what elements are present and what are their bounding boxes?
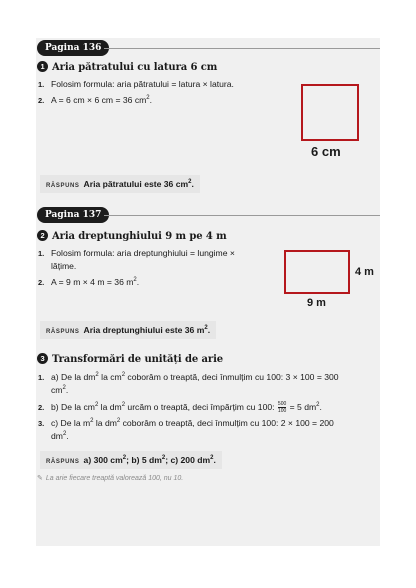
rectangle-height-label: 4 m: [355, 266, 374, 278]
rectangle-figure: [284, 250, 350, 294]
square-side-label: 6 cm: [311, 144, 341, 159]
exercise-number-badge: 1: [37, 61, 48, 72]
header-rule: [104, 48, 380, 49]
exercise-number-badge: 3: [37, 353, 48, 364]
exercise-3-title: [37, 353, 223, 365]
fraction: $\frac{500}{100}$: [277, 401, 287, 415]
exercise-title-text: Aria dreptunghiului 9 m pe 4 m: [52, 231, 227, 242]
step-1: [38, 247, 235, 273]
step-text: A = 9 m × 4 m = 36 $m^2$.: [51, 277, 140, 287]
page-label-137: Pagina 137: [37, 207, 109, 223]
step-number: 3.: [38, 419, 45, 428]
step-number: 2.: [38, 96, 45, 105]
exercise-1-title: [37, 61, 217, 73]
answer-label: RĂSPUNS: [46, 329, 80, 335]
exercise-2-title: [37, 230, 227, 242]
answer-box-2: RĂSPUNS Aria dreptunghiului este 36 $m^2$.: [40, 321, 216, 339]
step-text: A = 6 cm × 6 cm = 36 $cm^2$.: [51, 95, 153, 105]
pencil-icon: ✎: [37, 475, 43, 482]
step-2: [38, 276, 139, 289]
step-text: Folosim formula: aria pătratului = latura × latura.: [51, 79, 234, 89]
step-text: c) De la $m^2$ la $dm^2$ coborâm o treaptă, deci înmulțim cu 100: 2 × 100 = 200 $dm^2$.: [51, 418, 334, 441]
step-number: 2.: [38, 278, 45, 287]
answer-label: RĂSPUNS: [46, 459, 80, 465]
exercise-number-badge: 2: [37, 230, 48, 241]
step-text: a) De la $dm^2$ la $cm^2$ coborâm o treaptă, deci înmulțim cu 100: 3 × 100 = 300 $cm^2$.: [51, 372, 339, 395]
square-figure: [301, 84, 359, 141]
step-text: b) De la $cm^2$ la $dm^2$ urcăm o treaptă, deci împărțim cu 100: $\frac{500}{100} = 5$ $dm^2$.: [51, 401, 322, 415]
step-number: 1.: [38, 249, 45, 258]
answer-box-1: RĂSPUNS Aria pătratului este 36 $cm^2$.: [40, 175, 200, 193]
step-text: Folosim formula: aria dreptunghiului = lungime × lățime.: [51, 248, 235, 271]
step-1: [38, 78, 234, 91]
step-number: 2.: [38, 403, 45, 412]
step-number: 1.: [38, 80, 45, 89]
answer-box-3: RĂSPUNS a) 300 $cm^2$; b) 5 $dm^2$; c) 200 $dm^2$.: [40, 451, 222, 469]
step-2: [38, 94, 152, 107]
answer-label: RĂSPUNS: [46, 183, 80, 189]
exercise-title-text: Aria pătratului cu latura 6 cm: [52, 62, 218, 73]
page-label-136: Pagina 136: [37, 40, 109, 56]
header-rule: [104, 215, 380, 216]
exercise-title-text: Transformări de unități de arie: [52, 354, 224, 365]
rectangle-width-label: 9 m: [307, 297, 326, 309]
hint-note: [37, 474, 183, 482]
step-1: [38, 371, 339, 397]
step-3: [38, 417, 334, 443]
step-number: 1.: [38, 373, 45, 382]
hint-text: La arie fiecare treaptă valorează 100, nu 10.: [45, 475, 184, 482]
step-2: [38, 401, 322, 414]
